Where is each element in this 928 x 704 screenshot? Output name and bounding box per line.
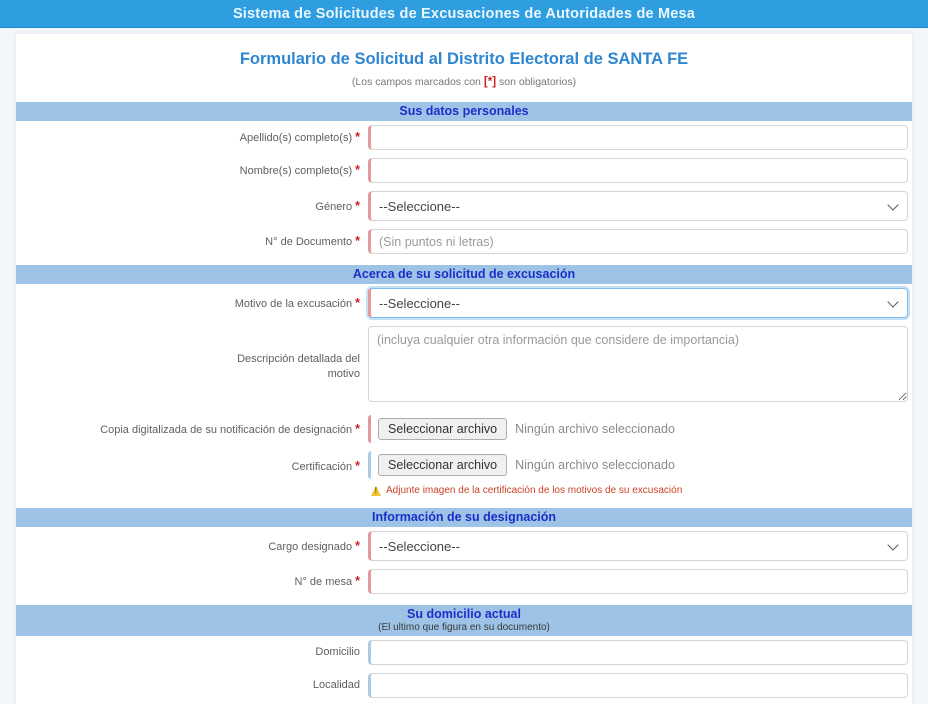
app-title: Sistema de Solicitudes de Excusaciones de Autoridades de Mesa — [232, 5, 696, 22]
domicilio-label-text: Domicilio — [315, 646, 360, 659]
certificacion-required-asterisk: * — [355, 459, 360, 474]
copia-designacion-required-asterisk: * — [355, 421, 360, 436]
row-documento — [16, 225, 912, 258]
cargo-field-wrap — [368, 531, 908, 561]
motivo-select[interactable] — [368, 288, 908, 318]
cargo-label — [16, 538, 368, 555]
genero-label-text: Género — [315, 200, 353, 213]
mesa-label-text: N° de mesa — [294, 576, 353, 589]
certificacion-file-button[interactable]: Seleccionar archivo — [378, 454, 507, 476]
documento-field-wrap — [368, 229, 908, 254]
row-domicilio — [16, 636, 912, 669]
section-personal-header — [16, 102, 912, 121]
note-required-marker: [*] — [483, 76, 497, 88]
row-mesa — [16, 565, 912, 598]
note-suffix: son obligatorios) — [499, 76, 577, 88]
descripcion-textarea[interactable] — [368, 326, 908, 402]
motivo-label — [16, 295, 368, 312]
domicilio-field-wrap — [368, 640, 908, 665]
genero-select[interactable] — [368, 191, 908, 221]
nombre-label — [16, 162, 368, 179]
apellido-input[interactable] — [368, 125, 908, 150]
section-solicitud-title: Acerca de su solicitud de excusación — [352, 267, 576, 281]
apellido-required-asterisk: * — [355, 130, 360, 145]
nombre-label-text: Nombre(s) completo(s) — [239, 165, 353, 178]
certificacion-field-wrap — [368, 451, 908, 479]
motivo-label-text: Motivo de la excusación — [234, 297, 353, 310]
section-domicilio-header — [16, 605, 912, 636]
section-personal-title: Sus datos personales — [399, 104, 529, 118]
row-motivo — [16, 284, 912, 322]
localidad-label-text: Localidad — [312, 679, 360, 692]
copia-designacion-file-input[interactable] — [368, 415, 908, 443]
domicilio-input[interactable] — [368, 640, 908, 665]
mesa-field-wrap — [368, 569, 908, 594]
row-certificacion — [16, 447, 912, 483]
domicilio-label — [16, 645, 368, 660]
apellido-label-text: Apellido(s) completo(s) — [239, 132, 353, 145]
documento-input[interactable] — [368, 229, 908, 254]
motivo-required-asterisk: * — [355, 295, 360, 310]
apellido-field-wrap — [368, 125, 908, 150]
certificacion-warning-text: Adjunte imagen de la certificación de los motivos de su excusación — [386, 485, 683, 496]
copia-designacion-label — [16, 421, 368, 438]
copia-designacion-field-wrap — [368, 415, 908, 443]
note-prefix: (Los campos marcados con — [351, 76, 481, 88]
certificacion-file-status: Ningún archivo seleccionado — [515, 458, 675, 472]
mesa-input[interactable] — [368, 569, 908, 594]
copia-designacion-file-button[interactable]: Seleccionar archivo — [378, 418, 507, 440]
section-domicilio-title: Su domicilio actual — [407, 607, 521, 621]
documento-required-asterisk: * — [355, 234, 360, 249]
section-designacion-title: Información de su designación — [371, 510, 557, 524]
documento-label-text: N° de Documento — [265, 236, 353, 249]
descripcion-label — [16, 352, 368, 382]
localidad-input[interactable] — [368, 673, 908, 698]
app-header — [0, 0, 928, 28]
form-container — [16, 34, 912, 704]
row-nombre — [16, 154, 912, 187]
nombre-field-wrap — [368, 158, 908, 183]
copia-designacion-label-text: Copia digitalizada de su notificación de designación — [100, 423, 353, 436]
genero-required-asterisk: * — [355, 198, 360, 213]
descripcion-label-text: Descripción detallada del motivo — [237, 352, 360, 380]
row-descripcion — [16, 322, 912, 411]
row-localidad — [16, 669, 912, 702]
certificacion-label-text: Certificación — [291, 461, 353, 474]
certificacion-label — [16, 458, 368, 479]
localidad-field-wrap — [368, 673, 908, 698]
form-title: Formulario de Solicitud al Distrito Electoral de SANTA FE — [239, 50, 689, 68]
row-genero — [16, 187, 912, 225]
section-solicitud-header — [16, 265, 912, 284]
section-designacion-header — [16, 508, 912, 527]
cargo-required-asterisk: * — [355, 538, 360, 553]
row-cargo — [16, 527, 912, 565]
copia-designacion-file-status: Ningún archivo seleccionado — [515, 422, 675, 436]
documento-label — [16, 233, 368, 250]
localidad-label — [16, 678, 368, 693]
cargo-label-text: Cargo designado — [268, 540, 353, 553]
certificacion-warning — [16, 483, 912, 501]
apellido-label — [16, 129, 368, 146]
motivo-field-wrap — [368, 288, 908, 318]
warning-triangle-icon — [371, 486, 381, 496]
certificacion-file-input[interactable] — [368, 451, 908, 479]
section-domicilio-subtitle: (El ultimo que figura en su documento) — [378, 622, 550, 633]
row-copia-designacion — [16, 411, 912, 447]
descripcion-field-wrap — [368, 326, 908, 407]
nombre-input[interactable] — [368, 158, 908, 183]
genero-label — [16, 198, 368, 215]
genero-field-wrap — [368, 191, 908, 221]
required-fields-note — [16, 76, 912, 95]
nombre-required-asterisk: * — [355, 163, 360, 178]
mesa-required-asterisk: * — [355, 574, 360, 589]
row-apellido — [16, 121, 912, 154]
cargo-select[interactable] — [368, 531, 908, 561]
mesa-label — [16, 573, 368, 590]
